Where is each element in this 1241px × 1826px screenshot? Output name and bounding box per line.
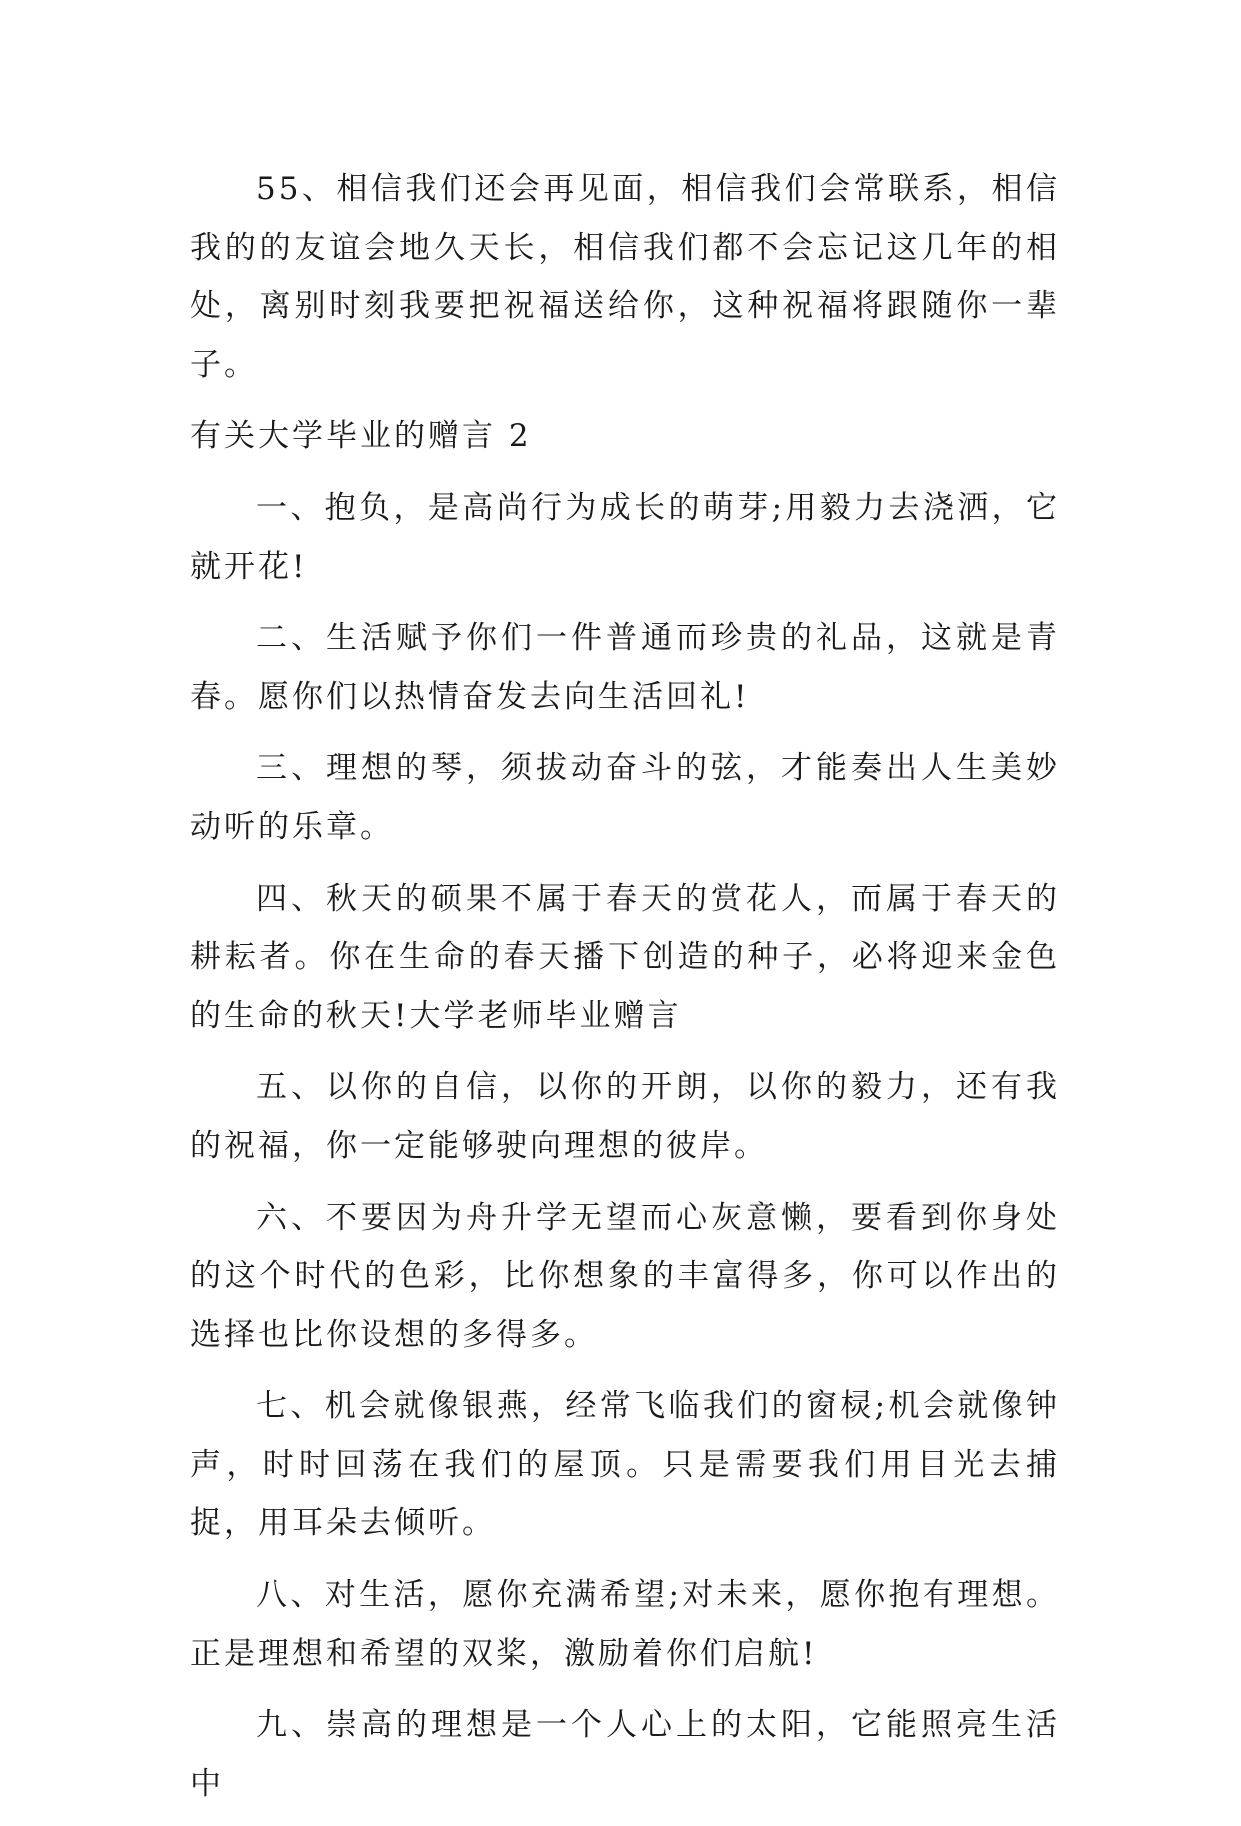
paragraph-8: 八、对生活，愿你充满希望;对未来，愿你抱有理想。正是理想和希望的双桨，激励着你们启航! bbox=[190, 1577, 1060, 1672]
paragraph-6: 六、不要因为舟升学无望而心灰意懒，要看到你身处的这个时代的色彩，比你想象的丰富得多，你可以作出的选择也比你设想的多得多。 bbox=[190, 1199, 1060, 1353]
paragraph-3: 三、理想的琴，须拔动奋斗的弦，才能奏出人生美妙动听的乐章。 bbox=[190, 750, 1060, 845]
paragraph-9: 九、崇高的理想是一个人心上的太阳，它能照亮生活中 bbox=[190, 1707, 1060, 1802]
paragraph-55: 55、相信我们还会再见面，相信我们会常联系，相信我的的友谊会地久天长，相信我们都不会忘记这几年的相处，离别时刻我要把祝福送给你，这种祝福将跟随你一辈子。 bbox=[190, 171, 1060, 383]
paragraph-5: 五、以你的自信，以你的开朗，以你的毅力，还有我的祝福，你一定能够驶向理想的彼岸。 bbox=[190, 1069, 1060, 1164]
paragraph-7: 七、机会就像银燕，经常飞临我们的窗棂;机会就像钟声，时时回荡在我们的屋顶。只是需要我们用目光去捕捉，用耳朵去倾听。 bbox=[190, 1388, 1060, 1542]
document-body bbox=[190, 160, 1060, 1826]
paragraph-4: 四、秋天的硕果不属于春天的赏花人，而属于春天的耕耘者。你在生命的春天播下创造的种子，必将迎来金色的生命的秋天!大学老师毕业赠言 bbox=[190, 880, 1060, 1034]
section-heading: 有关大学毕业的赠言 2 bbox=[190, 418, 532, 455]
paragraph-2: 二、生活赋予你们一件普通而珍贵的礼品，这就是青春。愿你们以热情奋发去向生活回礼! bbox=[190, 620, 1060, 715]
paragraph-1: 一、抱负，是高尚行为成长的萌芽;用毅力去浇洒，它就开花! bbox=[190, 489, 1060, 585]
